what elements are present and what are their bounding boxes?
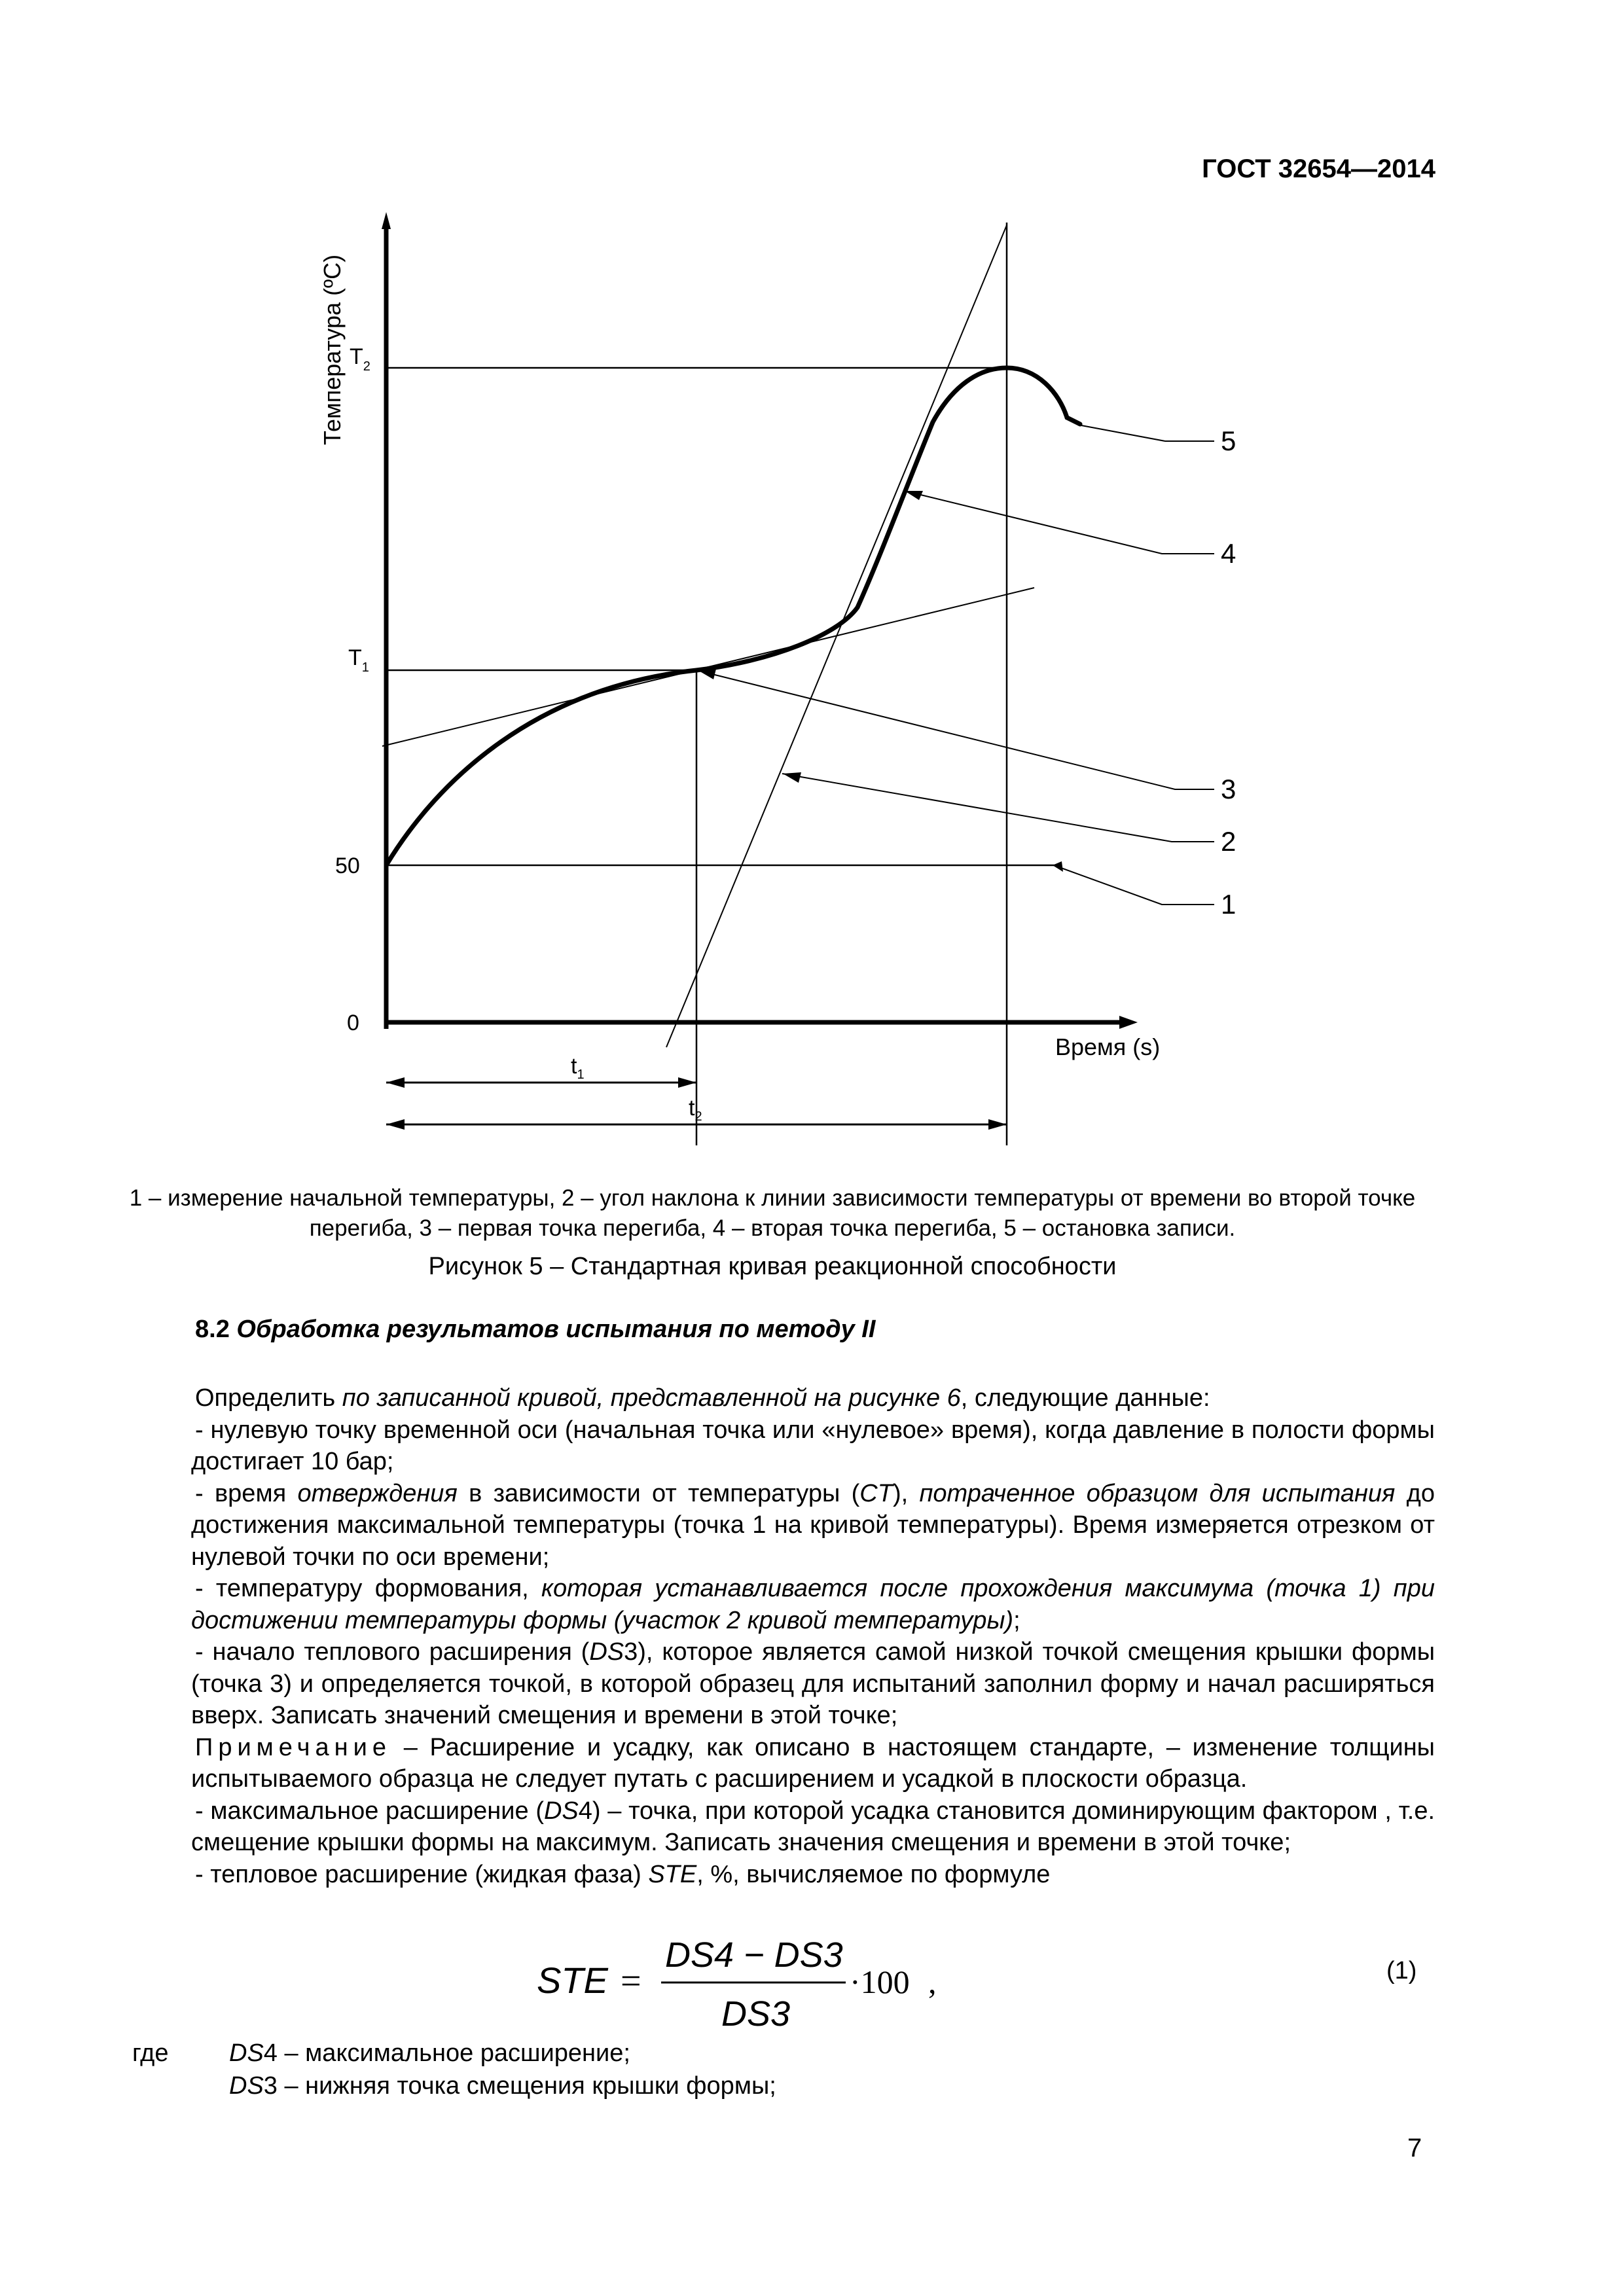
paragraph-intro: Определить по записанной кривой, представленной на рисунке 6, следующие данные: xyxy=(195,1384,1210,1412)
leader-2 xyxy=(782,774,1214,842)
paragraph-mold-temperature: - температуру формования, которая устанавливается после прохождения максимума (точка 1) при достижении температуры формы (участок 2 кривой температуры); xyxy=(191,1575,1435,1634)
where-line-1: где DS4 – максимальное расширение; xyxy=(132,2039,630,2067)
note-label: Примечание xyxy=(195,1733,391,1761)
figure-legend: 1 – измерение начальной температуры, 2 – угол наклона к линии зависимости температуры от времени во второй точке перегиба, 3 – первая точка перегиба, 4 – вторая точка перегиба, 5 – остановка записи. xyxy=(129,1185,1416,1241)
tick-0: 0 xyxy=(347,1011,359,1035)
svg-text:=: = xyxy=(621,1961,641,2001)
arrowhead-4 xyxy=(905,491,923,500)
svg-text:,: , xyxy=(928,1964,937,2000)
paragraph-ds4: - максимальное расширение (DS4) – точка, при которой усадка становится доминирующим фактором , т.е. смещение крышки формы на максимум. Записать значения смещения и времени в этой точке; xyxy=(191,1797,1435,1856)
paragraph-zero-point: - нулевую точку временной оси (начальная точка или «нулевое» время), когда давление в полости формы достигает 10 бар; xyxy=(191,1416,1435,1475)
section-number: 8.2 xyxy=(195,1316,230,1343)
tick-t2: $T_2$ xyxy=(350,344,370,374)
t2-arrow-right xyxy=(988,1119,1007,1130)
paragraph-ds3: - начало теплового расширения (DS3), которое является самой низкой точкой смещения крышки формы (точка 3) и определяется точкой, в которой образец для испытаний заполнил форму и начал расширяться вверх. Записать значений смещения и времени в этой точке; xyxy=(191,1638,1435,1729)
tick-50: 50 xyxy=(335,853,360,878)
y-axis-title: Температура (ºC) xyxy=(319,254,346,445)
ste-formula xyxy=(537,1928,1034,2039)
label-t1: $t_1$ xyxy=(571,1054,585,1082)
label-t2: $t_2$ xyxy=(689,1096,702,1124)
paragraph-ste: - тепловое расширение (жидкая фаза) STE, %, вычисляемое по формуле xyxy=(195,1860,1051,1888)
tick-t1: $T_1$ xyxy=(348,645,369,675)
paragraph-cure-time: - время отверждения в зависимости от температуры (CT), потраченное образцом для испытания до достижения максимальной температуры (точка 1 на кривой температуры). Время измеряется отрезком от нулевой точки по оси времени; xyxy=(191,1479,1435,1571)
section-title: Обработка результатов испытания по методу II xyxy=(236,1316,876,1343)
svg-text:DS3: DS3 xyxy=(721,1994,791,2034)
where-line-2: DS3 – нижняя точка смещения крышки формы; xyxy=(229,2072,776,2100)
where-block xyxy=(132,2037,776,2102)
t1-arrow-left xyxy=(386,1077,405,1088)
leader-3 xyxy=(696,670,1214,789)
paragraph-note: Примечание – Расширение и усадку, как описано в настоящем стандарте, – изменение толщины испытываемого образца не следует путать с расширением и усадкой в плоскости образца. xyxy=(191,1733,1435,1793)
callout-2: 2 xyxy=(1221,826,1236,857)
leader-4 xyxy=(905,491,1214,554)
body-text xyxy=(191,1382,1435,1890)
page-number: 7 xyxy=(1407,2134,1422,2162)
leader-1 xyxy=(1054,865,1214,905)
standard-header: ГОСТ 32654—2014 xyxy=(1202,154,1435,183)
t2-arrow-left xyxy=(386,1119,405,1130)
callout-4: 4 xyxy=(1221,538,1236,569)
y-axis-arrow xyxy=(382,212,391,229)
svg-text:STE: STE xyxy=(537,1960,608,2001)
reactivity-curve-figure xyxy=(288,203,1335,1145)
reactivity-curve xyxy=(386,368,1080,865)
equation-number: (1) xyxy=(1386,1957,1417,1984)
t1-arrow-right xyxy=(678,1077,696,1088)
section-heading xyxy=(195,1316,875,1344)
arrowhead-3 xyxy=(698,669,716,679)
callout-3: 3 xyxy=(1221,774,1236,804)
leader-5 xyxy=(1081,425,1214,441)
callout-5: 5 xyxy=(1221,425,1236,456)
x-axis-arrow xyxy=(1119,1016,1138,1029)
arrowhead-2 xyxy=(783,772,801,783)
callout-1: 1 xyxy=(1221,889,1236,920)
x-axis-title: Время (s) xyxy=(1055,1033,1161,1060)
arrowhead-1 xyxy=(1053,861,1063,872)
figure-title: Рисунок 5 – Стандартная кривая реакционной способности xyxy=(428,1253,1117,1280)
second-tangent-line xyxy=(666,225,1007,1047)
svg-text:·100: ·100 xyxy=(850,1964,910,2000)
svg-text:DS4 − DS3: DS4 − DS3 xyxy=(665,1935,843,1975)
